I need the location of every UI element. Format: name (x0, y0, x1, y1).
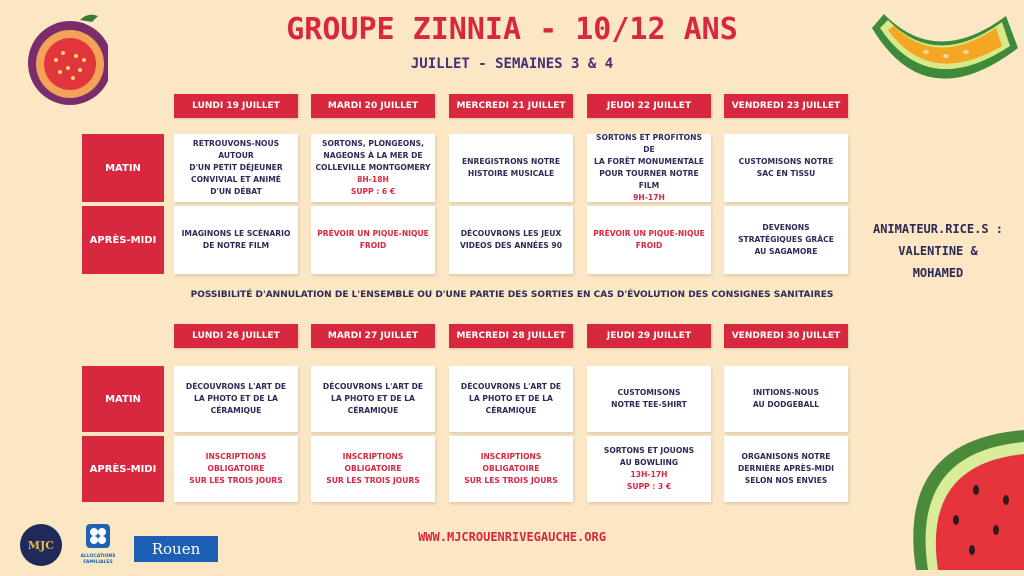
activity-cell-afternoon (449, 206, 573, 274)
activity-cell-morning (587, 134, 711, 202)
animateur-names-1: VALENTINE & (898, 244, 978, 258)
activity-text: DÉCOUVRONS L'ART DE (322, 382, 424, 391)
animateurs-block (858, 218, 1018, 284)
activity-text: CÉRAMIQUE (347, 406, 399, 415)
activity-detail: SUR LES TROIS JOURS (464, 476, 558, 485)
activity-cell-morning (449, 134, 573, 202)
activity-detail: FROID (635, 241, 663, 250)
activity-text: LA PHOTO ET DE LA (331, 394, 415, 403)
activity-text: D'UN DÉBAT (210, 187, 262, 196)
activity-cell-afternoon (174, 206, 298, 274)
day-header: LUNDI 26 JUILLET (174, 324, 298, 348)
activity-text: LA PHOTO ET DE LA (469, 394, 553, 403)
activity-text: CONVIVIAL ET ANIMÉ (191, 175, 281, 184)
activity-text: CÉRAMIQUE (485, 406, 537, 415)
activity-text: SORTONS ET PROFITONS DE (596, 133, 702, 154)
activity-cell-afternoon (724, 206, 848, 274)
activity-text: DEVENONS (762, 223, 810, 232)
day-header: MARDI 20 JUILLET (311, 94, 435, 118)
activity-text: DE NOTRE FILM (202, 241, 270, 250)
activity-cell-afternoon (311, 206, 435, 274)
slot-label-morning: MATIN (82, 134, 164, 202)
activity-cell-morning (174, 366, 298, 432)
activity-detail: INSCRIPTIONS OBLIGATOIRE (342, 452, 404, 473)
day-header: MARDI 27 JUILLET (311, 324, 435, 348)
activity-text: LA FORÊT MONUMENTALE (594, 157, 704, 166)
activity-cell-afternoon (587, 206, 711, 274)
page-title: GROUPE ZINNIA - 10/12 ANS (286, 12, 738, 47)
activity-text: IMAGINONS LE SCÉNARIO (181, 229, 291, 238)
activity-text: STRATÉGIQUES GRÂCE (738, 235, 834, 244)
activity-detail: PRÉVOIR UN PIQUE-NIQUE (317, 229, 429, 238)
activity-cell-afternoon (587, 436, 711, 502)
activity-cell-morning (174, 134, 298, 202)
activity-text: CÉRAMIQUE (210, 406, 262, 415)
activity-cell-morning (724, 134, 848, 202)
activity-cell-morning (724, 366, 848, 432)
activity-text: HISTOIRE MUSICALE (467, 169, 555, 178)
activity-detail: INSCRIPTIONS OBLIGATOIRE (205, 452, 267, 473)
cancellation-note: POSSIBILITÉ D'ANNULATION DE L'ENSEMBLE OU D'UNE PARTIE DES SORTIES EN CAS D'ÉVOLUTION DES CONSIGNES SANITAIRES (190, 290, 834, 300)
day-header: MERCREDI 21 JUILLET (449, 94, 573, 118)
activity-text: DERNIÈRE APRÈS-MIDI (738, 464, 834, 473)
activity-text: SELON NOS ENVIES (744, 476, 828, 485)
activity-detail: INSCRIPTIONS OBLIGATOIRE (480, 452, 542, 473)
activity-cell-morning (311, 366, 435, 432)
activity-detail: PRÉVOIR UN PIQUE-NIQUE (593, 229, 705, 238)
activity-text: AU DODGEBALL (752, 400, 820, 409)
activity-detail: 9H-17H (633, 193, 665, 202)
activity-text: ORGANISONS NOTRE (741, 452, 831, 461)
activity-text: LA PHOTO ET DE LA (194, 394, 278, 403)
page-subtitle: JUILLET - SEMAINES 3 & 4 (410, 56, 614, 72)
activity-text: DÉCOUVRONS L'ART DE (460, 382, 562, 391)
activity-detail: 8H-18H (357, 175, 389, 184)
activity-cell-morning (449, 366, 573, 432)
activity-text: NOTRE TEE-SHIRT (611, 400, 687, 409)
activity-text: DÉCOUVRONS L'ART DE (185, 382, 287, 391)
activity-text: SORTONS ET JOUONS (603, 446, 695, 455)
slot-label-morning: MATIN (82, 366, 164, 432)
activity-cell-morning (311, 134, 435, 202)
activity-cell-afternoon (724, 436, 848, 502)
activity-detail: SUPP : 3 € (626, 482, 672, 491)
day-header: VENDREDI 23 JUILLET (724, 94, 848, 118)
activity-detail: SUR LES TROIS JOURS (326, 476, 420, 485)
slot-label-afternoon: APRÈS-MIDI (82, 206, 164, 274)
activity-text: CUSTOMISONS (617, 388, 681, 397)
activity-cell-afternoon (311, 436, 435, 502)
activity-cell-afternoon (449, 436, 573, 502)
day-header: JEUDI 22 JUILLET (587, 94, 711, 118)
activity-text: AU BOWLIING (619, 458, 679, 467)
activity-detail: SUPP : 6 € (350, 187, 396, 196)
activity-text: D'UN PETIT DÉJEUNER (189, 163, 283, 172)
activity-cell-morning (587, 366, 711, 432)
caf-logo-text: ALLOCATIONS FAMILIALES (80, 554, 116, 565)
activity-detail: SUR LES TROIS JOURS (189, 476, 283, 485)
day-header: LUNDI 19 JUILLET (174, 94, 298, 118)
slot-label-afternoon: APRÈS-MIDI (82, 436, 164, 502)
website-link[interactable]: WWW.MJCROUENRIVEGAUCHE.ORG (418, 530, 606, 544)
activity-text: VIDEOS DES ANNÉES 90 (459, 241, 562, 250)
activity-cell-afternoon (174, 436, 298, 502)
activity-text: CUSTOMISONS NOTRE (738, 157, 834, 166)
day-header: VENDREDI 30 JUILLET (724, 324, 848, 348)
day-header: JEUDI 29 JUILLET (587, 324, 711, 348)
activity-text: COLLEVILLE MONTGOMERY (315, 163, 431, 172)
activity-text: RETROUVONS-NOUS AUTOUR (192, 139, 280, 160)
activity-text: AU SAGAMORE (754, 247, 818, 256)
activity-detail: 13H-17H (630, 470, 668, 479)
activity-text: NAGEONS À LA MER DE (323, 151, 423, 160)
activity-text: DÉCOUVRONS LES JEUX (460, 229, 562, 238)
watermelon-illustration (876, 420, 1024, 570)
animateur-names-2: MOHAMED (912, 266, 964, 280)
activity-text: INITIONS-NOUS (753, 388, 819, 397)
activity-text: ENREGISTRONS NOTRE (461, 157, 561, 166)
day-header: MERCREDI 28 JUILLET (449, 324, 573, 348)
rouen-logo-text: Rouen (151, 540, 201, 558)
activity-text: SORTONS, PLONGEONS, (322, 139, 424, 148)
activity-detail: FROID (359, 241, 387, 250)
mjc-logo-text: MJC (27, 538, 55, 552)
activity-text: SAC EN TISSU (756, 169, 816, 178)
activity-text: POUR TOURNER NOTRE FILM (599, 169, 699, 190)
animateurs-label: ANIMATEUR.RICE.S : (872, 222, 1004, 236)
